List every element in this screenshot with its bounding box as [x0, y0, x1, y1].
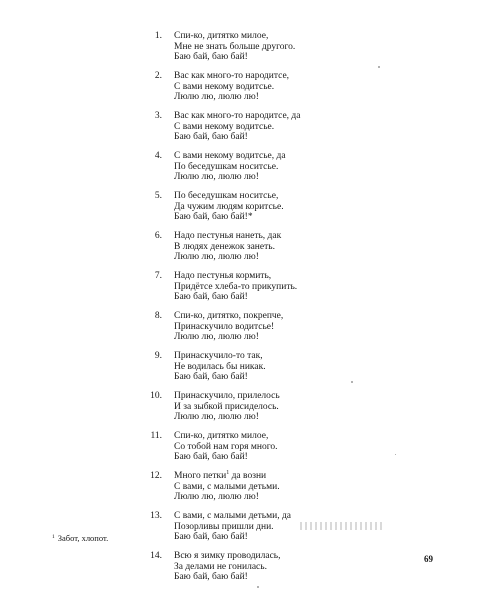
poem-line: Надо пестунья нанеть, дак [174, 231, 282, 241]
stanza-number: 14. [150, 551, 162, 561]
stanza-lines [174, 151, 286, 183]
poem-line-text: да возни [229, 471, 267, 481]
poem-line: Люлю лю, люлю лю! [174, 92, 259, 103]
poem-line: Баю бай, баю бай! [174, 52, 248, 63]
page-number: 69 [424, 554, 433, 564]
poem-line: Баю бай, баю бай! [174, 572, 248, 583]
poem-line: Позорливы пришли дни. [174, 521, 274, 532]
stanza-number: 3. [154, 111, 162, 121]
lullaby-poem [140, 31, 370, 591]
stanza-lines [174, 551, 281, 583]
poem-line: Да чужим людям коритсье. [174, 201, 284, 212]
stanza [140, 471, 370, 511]
poem-line: Мне не знать больше другого. [174, 41, 296, 52]
stanza-lines [174, 71, 289, 103]
scan-speck [378, 66, 380, 68]
stanza-lines [174, 351, 266, 383]
poem-line: По беседушкам носитсье, [174, 191, 279, 201]
stanza [140, 31, 370, 71]
stanza [140, 231, 370, 271]
stanza-number: 4. [154, 151, 162, 161]
stanza [140, 551, 370, 591]
stanza [140, 151, 370, 191]
stanza [140, 511, 370, 551]
poem-line [174, 471, 280, 482]
stanza-lines [174, 31, 295, 63]
poem-line: С вами некому водитсье, да [174, 151, 286, 161]
poem-line: С вами некому водитсье. [174, 81, 275, 92]
poem-line: Люлю лю, люлю лю! [174, 332, 259, 343]
stanza-number: 5. [154, 191, 162, 201]
stanza-lines [174, 391, 280, 423]
stanza-lines [174, 191, 284, 223]
poem-line: Баю бай, баю бай! [174, 372, 248, 383]
poem-line: За делами не гонилась. [174, 561, 267, 572]
poem-line: Баю бай, баю бай! [174, 292, 248, 303]
stanza-lines [174, 231, 281, 263]
stanza-lines [174, 311, 283, 343]
poem-line: Со тобой нам горя много. [174, 441, 278, 452]
poem-line: Принаскучило, прилелось [174, 391, 280, 401]
footnote-mark: 1 [52, 534, 55, 540]
stanza [140, 71, 370, 111]
stanza-number: 8. [154, 311, 162, 321]
poem-line: Люлю лю, люлю лю! [174, 412, 259, 423]
poem-line: Спи-ко, дитятко милое, [174, 31, 269, 41]
stanza [140, 191, 370, 231]
stanza-lines [174, 111, 300, 143]
footnote [52, 533, 108, 543]
stanza-number: 9. [154, 351, 162, 361]
poem-line: Не водилась бы никак. [174, 361, 266, 372]
poem-line: Люлю лю, люлю лю! [174, 252, 259, 263]
poem-line: Придётсе хлеба-то прикупить. [174, 281, 298, 292]
scan-speck [351, 381, 353, 383]
scan-smudge [300, 522, 382, 530]
stanza-number: 11. [150, 431, 162, 441]
poem-line-text: Много петки [174, 471, 227, 481]
stanza-lines [174, 511, 291, 543]
poem-line: Баю бай, баю бай! [174, 132, 248, 143]
footnote-reference: 1 [226, 470, 230, 476]
stanza-lines [174, 471, 280, 503]
poem-line: Спи-ко, дитятко милое, [174, 431, 269, 441]
stanza-number: 1. [154, 31, 162, 41]
poem-line: Вас как много-то народитсе, [174, 71, 290, 81]
poem-line: Баю бай, баю бай!* [174, 212, 253, 223]
scan-speck [395, 454, 396, 455]
stanza-number: 10. [150, 391, 162, 401]
poem-line: Вас как много-то народитсе, да [174, 111, 301, 121]
stanza-number: 12. [150, 471, 162, 481]
poem-line: И за зыбкой присиделось. [174, 401, 279, 412]
stanza [140, 271, 370, 311]
stanza-lines [174, 431, 278, 463]
stanza-number: 2. [154, 71, 162, 81]
poem-line: С вами, с малыми детьми, да [174, 511, 291, 521]
poem-line: С вами некому водитсье. [174, 121, 275, 132]
stanza [140, 311, 370, 351]
stanza [140, 111, 370, 151]
poem-line: Люлю лю, люлю лю! [174, 492, 259, 503]
poem-line: Принаскучило водитсье! [174, 321, 275, 332]
poem-line: По беседушкам носитсье. [174, 161, 279, 172]
poem-line: С вами, с малыми детьми. [174, 481, 280, 492]
stanza-number: 6. [154, 231, 162, 241]
stanza-number: 7. [154, 271, 162, 281]
stanza [140, 351, 370, 391]
poem-line: Надо пестунья кормить, [174, 271, 272, 281]
poem-line: В людях денежок занеть. [174, 241, 275, 252]
poem-line: Баю бай, баю бай! [174, 452, 248, 463]
footnote-text: Забот, хлопот. [57, 533, 109, 543]
poem-line: Спи-ко, дитятко, покрепче, [174, 311, 284, 321]
poem-line: Люлю лю, люлю лю! [174, 172, 259, 183]
stanza [140, 431, 370, 471]
poem-line: Баю бай, баю бай! [174, 532, 248, 543]
scan-speck [257, 586, 259, 588]
poem-line: Принаскучило-то так, [174, 351, 263, 361]
stanza-lines [174, 271, 297, 303]
stanza [140, 391, 370, 431]
poem-line: Всю я зимку проводилась, [174, 551, 281, 561]
stanza-number: 13. [150, 511, 162, 521]
